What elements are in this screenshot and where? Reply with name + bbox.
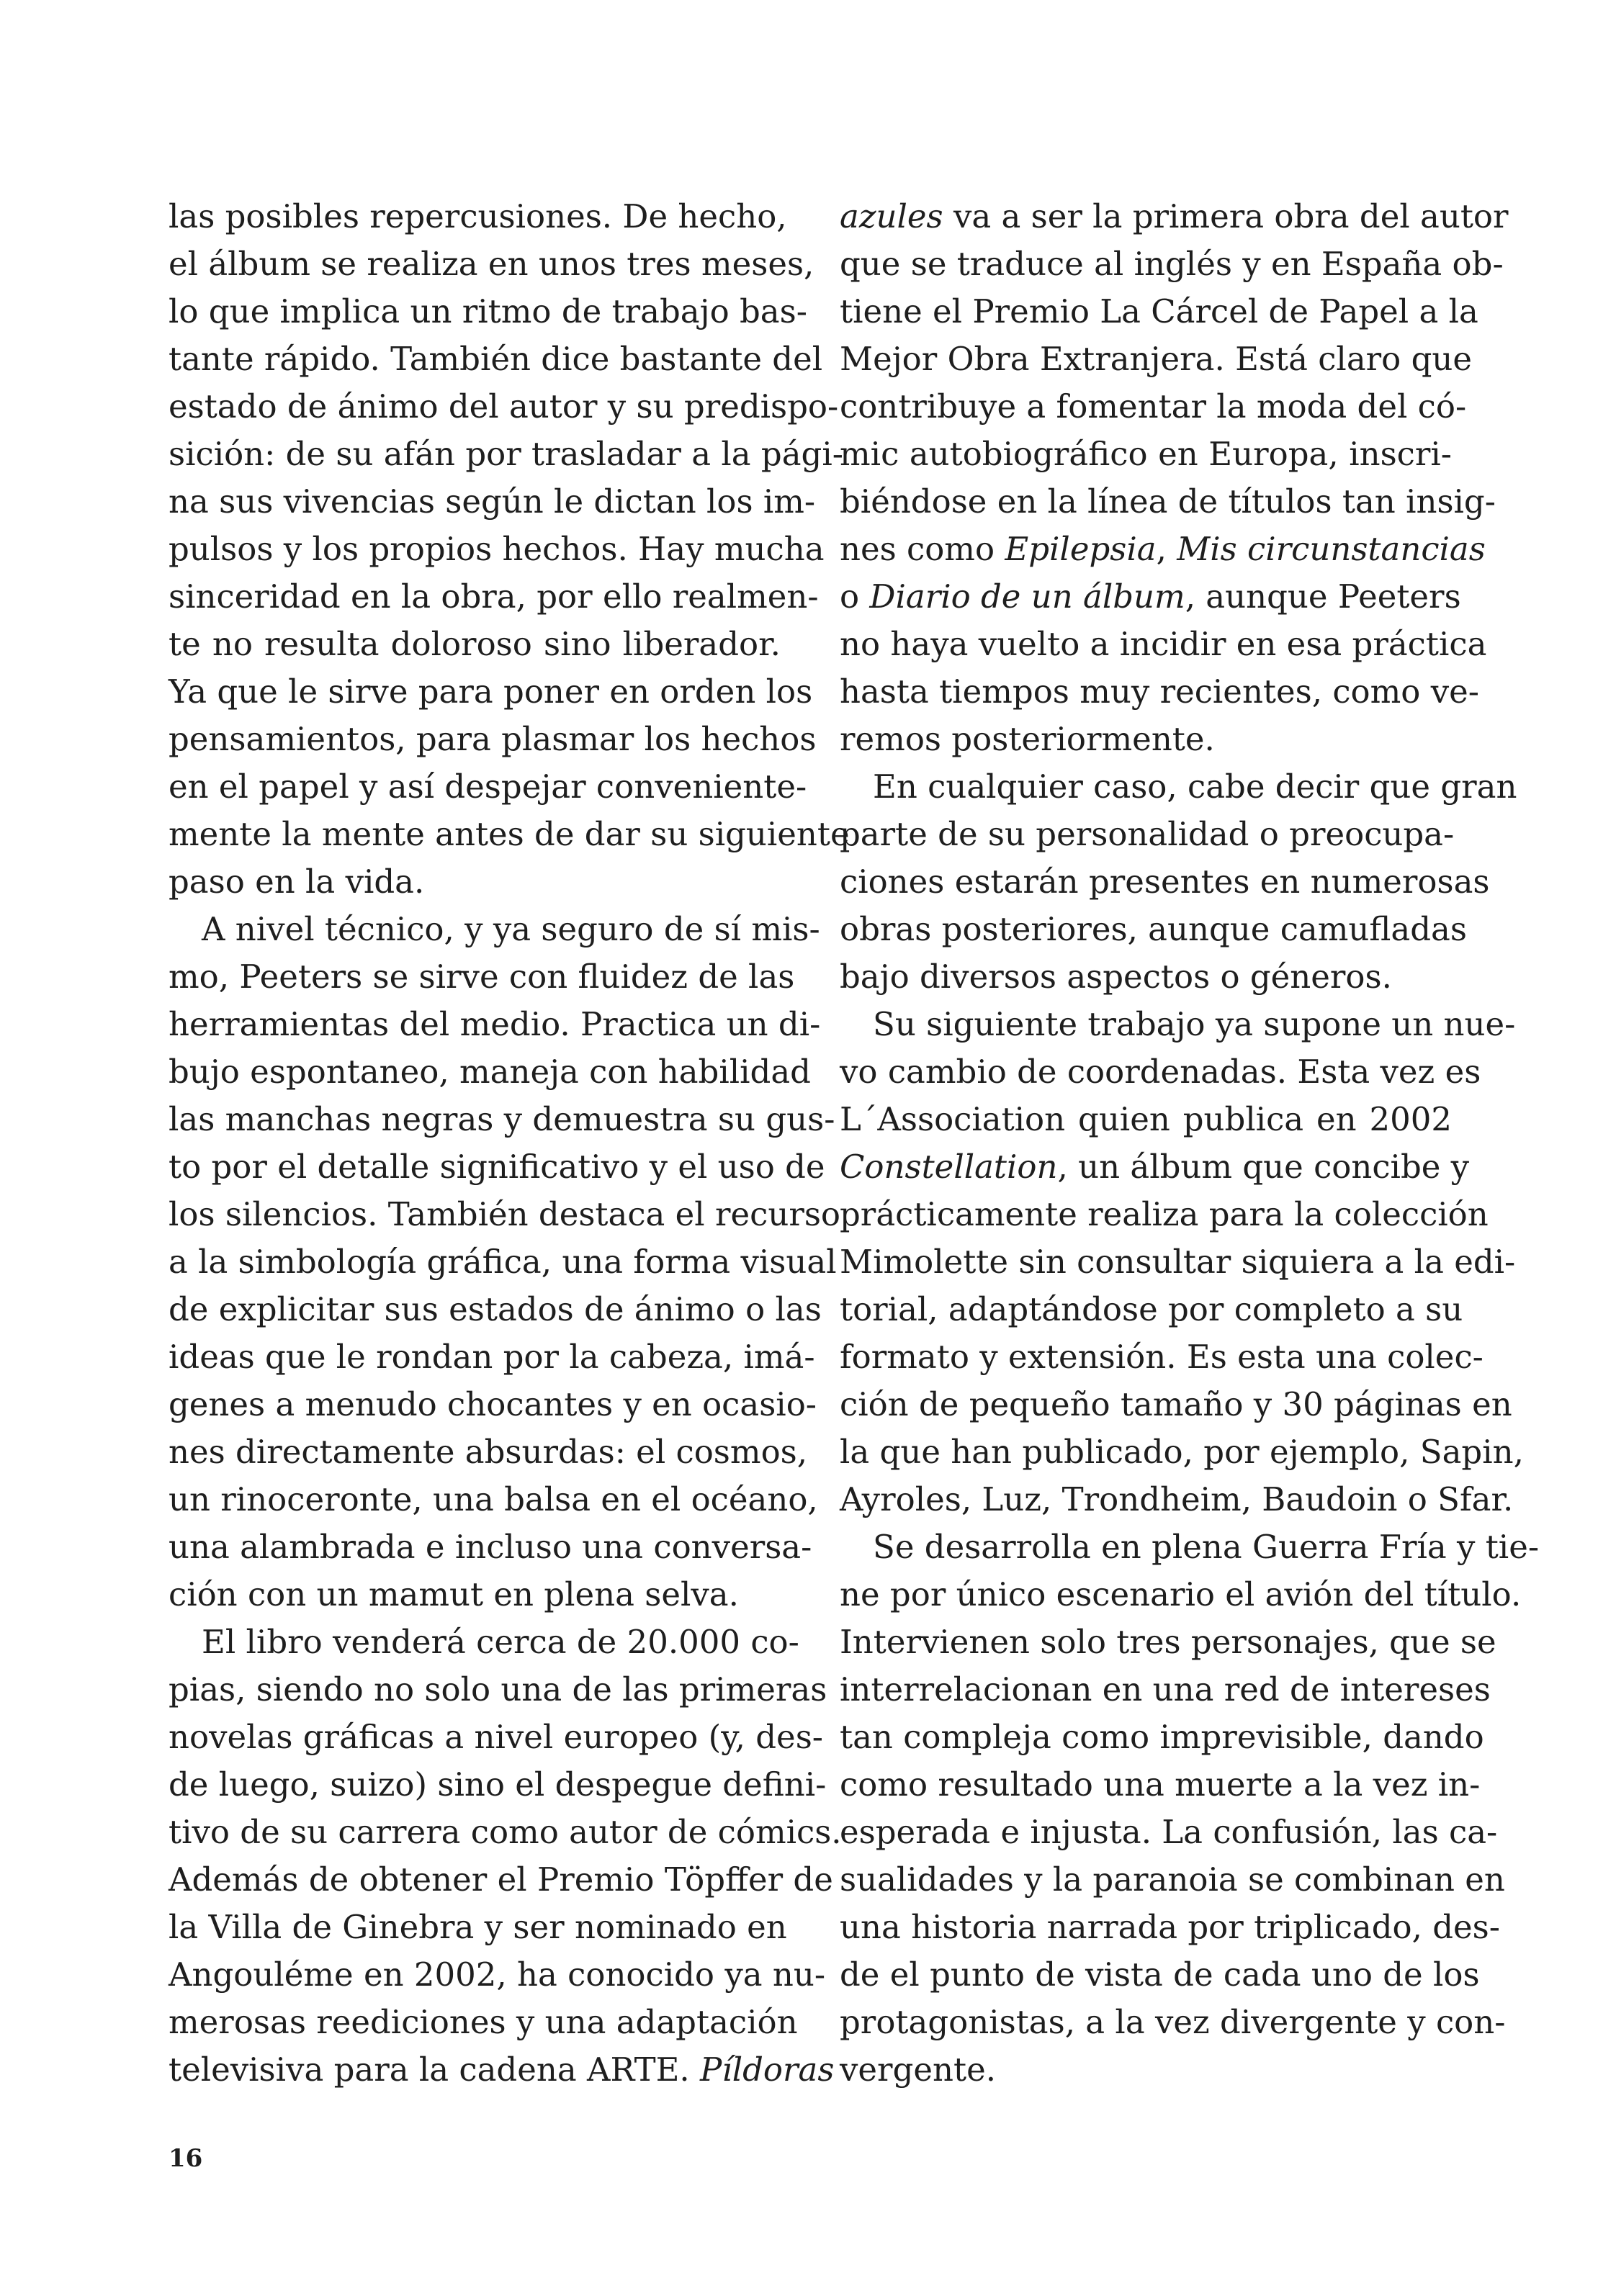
line-text: , [1156,530,1177,568]
text-line: tivo de su carrera como autor de cómics. [169,1813,842,1851]
line-text: va a ser la primera obra del autor [943,197,1509,235]
text-line: tiene el Premio La Cárcel de Papel a la [840,292,1478,330]
text-line [840,193,1509,240]
italic-title: Constellation [840,1148,1058,1186]
text-line: sición: de su afán por trasladar a la pági- [169,435,843,473]
text-line: protagonistas, a la vez divergente y con- [840,2003,1506,2041]
text-line: las posibles repercusiones. De hecho, [169,197,787,235]
text-line: en el papel y así despejar conveniente- [169,767,807,806]
line-text: , aunque Peeters [1185,577,1461,616]
text-line: de el punto de vista de cada uno de los [840,1955,1480,1994]
text-line: pias, siendo no solo una de las primeras [169,1670,827,1709]
text-line: Su siguiente trabajo ya supone un nue- [873,1005,1516,1043]
text-line: una historia narrada por triplicado, des- [840,1908,1500,1946]
text-line: parte de su personalidad o preocupa- [840,815,1455,853]
text-line: vo cambio de coordenadas. Esta vez es [840,1053,1481,1091]
text-line: prácticamente realiza para la colección [840,1195,1489,1233]
text-line: el álbum se realiza en unos tres meses, [169,245,814,283]
text-line: ción de pequeño tamaño y 30 páginas en [840,1385,1512,1423]
line-text: nes como [840,530,1005,568]
text-line: la Villa de Ginebra y ser nominado en [169,1908,787,1946]
text-line: interrelacionan en una red de intereses [840,1670,1491,1709]
text-line: Angouléme en 2002, ha conocido ya nu- [169,1955,826,1994]
text-line: contribuye a fomentar la moda del có- [840,387,1467,426]
text-line: esperada e injusta. La confusión, las ca- [840,1813,1498,1851]
text-line: Intervienen solo tres personajes, que se [840,1623,1496,1661]
text-line: obras posteriores, aunque camufladas [840,910,1467,948]
text-line: los silencios. También destaca el recurso [169,1195,841,1233]
text-line: que se traduce al inglés y en España ob- [840,245,1504,283]
text-line [840,526,1486,573]
text-line: sualidades y la paranoia se combinan en [840,1860,1505,1899]
text-line: paso en la vida. [169,863,425,901]
text-line: vergente. [840,2050,997,2089]
italic-title: Píldoras [700,2050,835,2089]
text-line: na sus vivencias según le dictan los im- [169,482,816,521]
text-line: Mimolette sin consultar siquiera a la edi- [840,1243,1516,1281]
italic-title: Diario de un álbum [869,577,1185,616]
text-line: Ayroles, Luz, Trondheim, Baudoin o Sfar. [840,1480,1514,1518]
text-line: En cualquier caso, cabe decir que gran [873,767,1517,806]
text-line [840,1143,1470,1191]
text-line: ne por único escenario el avión del título. [840,1575,1522,1613]
line-text: , un álbum que concibe y [1057,1148,1470,1186]
line-text: o [840,577,870,616]
text-line: genes a menudo chocantes y en ocasio- [169,1385,817,1423]
text-line: herramientas del medio. Practica un di- [169,1005,821,1043]
text-line: biéndose en la línea de títulos tan insig- [840,482,1496,521]
text-line: ideas que le rondan por la cabeza, imá- [169,1338,815,1376]
text-line: L´Association quien publica en 2002 [840,1100,1452,1138]
italic-title: Epilepsia [1005,530,1157,568]
text-line: novelas gráficas a nivel europeo (y, des- [169,1718,823,1756]
text-line: lo que implica un ritmo de trabajo bas- [169,292,807,330]
text-line: torial, adaptándose por completo a su [840,1290,1463,1328]
text-line: nes directamente absurdas: el cosmos, [169,1433,808,1471]
text-line: sinceridad en la obra, por ello realmen- [169,577,819,616]
text-line: ción con un mamut en plena selva. [169,1575,739,1613]
text-line: A nivel técnico, y ya seguro de sí mis- [202,910,820,948]
text-line: mic autobiográfico en Europa, inscri- [840,435,1452,473]
text-line: Además de obtener el Premio Töpffer de [169,1860,833,1899]
text-line: estado de ánimo del autor y su predispo- [169,387,839,426]
text-line: como resultado una muerte a la vez in- [840,1765,1481,1804]
text-line [169,2046,835,2094]
text-line: Se desarrolla en plena Guerra Fría y tie- [873,1528,1540,1566]
text-line: Mejor Obra Extranjera. Está claro que [840,340,1472,378]
text-line: de explicitar sus estados de ánimo o las [169,1290,822,1328]
text-line: un rinoceronte, una balsa en el océano, [169,1480,818,1518]
text-line: ciones estarán presentes en numerosas [840,863,1490,901]
text-line: pensamientos, para plasmar los hechos [169,720,817,758]
text-line: las manchas negras y demuestra su gus- [169,1100,835,1138]
page-number: 16 [169,2144,203,2173]
text-line: a la simbología gráfica, una forma visual [169,1243,837,1281]
text-line: de luego, suizo) sino el despegue defini- [169,1765,827,1804]
text-line: la que han publicado, por ejemplo, Sapin, [840,1433,1524,1471]
text-line: Ya que le sirve para poner en orden los [169,672,813,711]
text-line: te no resulta doloroso sino liberador. [169,625,781,663]
text-line: tan compleja como imprevisible, dando [840,1718,1484,1756]
text-line: bajo diversos aspectos o géneros. [840,958,1392,996]
text-line: pulsos y los propios hechos. Hay mucha [169,530,825,568]
text-line: bujo espontaneo, maneja con habilidad [169,1053,811,1091]
text-line: formato y extensión. Es esta una colec- [840,1338,1483,1376]
text-line: El libro venderá cerca de 20.000 co- [202,1623,799,1661]
right-text-column [840,193,1540,2094]
text-line: hasta tiempos muy recientes, como ve- [840,672,1479,711]
line-text: televisiva para la cadena ARTE. [169,2050,701,2089]
text-line: mente la mente antes de dar su siguiente [169,815,850,853]
text-line: to por el detalle significativo y el uso de [169,1148,825,1186]
text-line: remos posteriormente. [840,720,1215,758]
italic-title: azules [840,197,943,235]
text-line: tante rápido. También dice bastante del [169,340,823,378]
text-line [840,573,1461,621]
text-line: mo, Peeters se sirve con fluidez de las [169,958,795,996]
text-line: merosas reediciones y una adaptación [169,2003,798,2041]
text-line: una alambrada e incluso una conversa- [169,1528,812,1566]
text-line: no haya vuelto a incidir en esa práctica [840,625,1487,663]
left-text-column [169,193,850,2094]
italic-title: Mis circunstancias [1177,530,1486,568]
